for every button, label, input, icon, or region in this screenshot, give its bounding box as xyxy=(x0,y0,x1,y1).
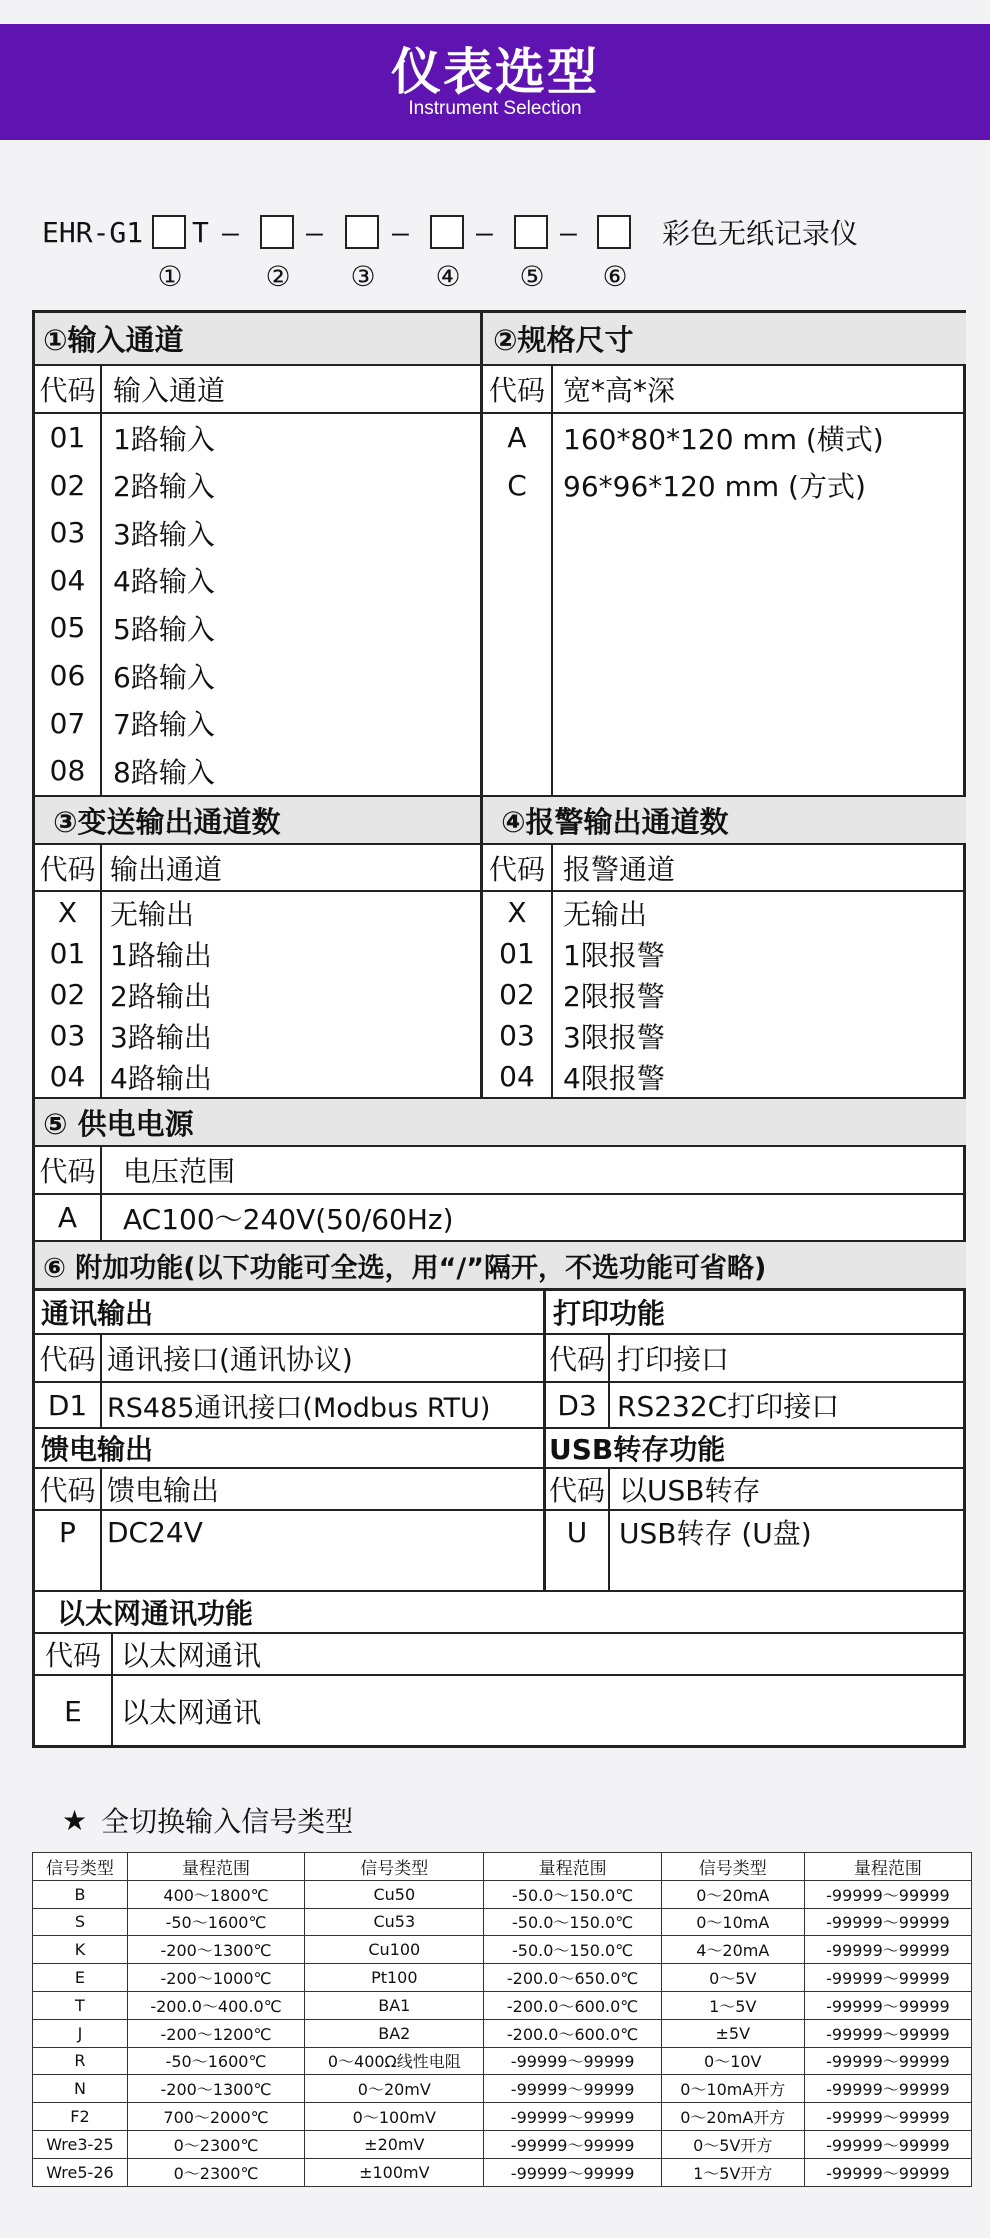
dash-3: – xyxy=(392,215,409,249)
s1-row-code: 07 xyxy=(49,706,86,740)
eth-title: 以太网通讯功能 xyxy=(57,1597,254,1630)
dash-1: – xyxy=(222,215,239,249)
signal-cell: -99999～99999 xyxy=(804,1908,971,1936)
signal-cell: 1～5V开方 xyxy=(661,2158,804,2186)
signal-cell: 0～20mV xyxy=(305,2075,484,2103)
table-row xyxy=(33,2075,972,2103)
eth-col-name: 以太网通讯 xyxy=(121,1639,262,1672)
signal-header-cell: 信号类型 xyxy=(305,1853,484,1881)
signal-cell: -99999～99999 xyxy=(804,1964,971,1992)
signal-header-cell: 信号类型 xyxy=(33,1853,128,1881)
code-box-4 xyxy=(430,215,464,249)
section3-title: ③变送输出通道数 xyxy=(35,797,480,843)
signal-cell: -200.0～600.0℃ xyxy=(484,2019,661,2047)
signal-cell: BA1 xyxy=(305,1991,484,2019)
signal-cell: 0～10V xyxy=(661,2047,804,2075)
signal-cell: -50～1600℃ xyxy=(127,1908,304,1936)
usb-value: USB转存 (U盘) xyxy=(619,1517,812,1550)
signal-cell: -99999～99999 xyxy=(804,2158,971,2186)
header-banner xyxy=(0,24,990,140)
signal-cell: Cu100 xyxy=(305,1936,484,1964)
s1-row-code: 02 xyxy=(49,468,86,502)
table-row xyxy=(33,2047,972,2075)
signal-cell: 0～5V xyxy=(661,1964,804,1992)
signal-cell: N xyxy=(33,2075,128,2103)
signal-cell: -200.0～600.0℃ xyxy=(484,1991,661,2019)
s4-col-code: 代码 xyxy=(488,852,545,886)
s2-row-name: 160*80*120 mm (横式) xyxy=(563,422,884,456)
table-row xyxy=(33,1991,972,2019)
model-suffix: 彩色无纸记录仪 xyxy=(662,217,859,250)
signal-cell: -50～1600℃ xyxy=(127,2047,304,2075)
s2-col-code: 代码 xyxy=(488,374,545,407)
comm-code: D1 xyxy=(47,1388,88,1422)
signal-cell: -50.0～150.0℃ xyxy=(484,1908,661,1936)
print-col-name: 打印接口 xyxy=(617,1343,730,1376)
s1-row-name: 5路输入 xyxy=(113,612,215,646)
s2-row-code: A xyxy=(507,421,527,454)
s3-row-name: 1路输出 xyxy=(110,938,212,972)
signal-type-table xyxy=(32,1852,972,2187)
signal-cell: 0～2300℃ xyxy=(127,2130,304,2158)
usb-code: U xyxy=(566,1515,588,1549)
s1-row-name: 2路输入 xyxy=(113,470,215,504)
table-row xyxy=(33,1964,972,1992)
signal-cell: -99999～99999 xyxy=(804,2047,971,2075)
box-number-6: ⑥ xyxy=(602,260,628,293)
s4-row-name: 无输出 xyxy=(563,897,648,931)
signal-cell: -99999～99999 xyxy=(484,2158,661,2186)
s1-row-name: 8路输入 xyxy=(113,755,215,789)
usb-title: USB转存功能 xyxy=(549,1433,726,1466)
s4-row-name: 4限报警 xyxy=(563,1061,665,1095)
section4-title: ④报警输出通道数 xyxy=(483,797,966,843)
box-number-4: ④ xyxy=(435,260,461,293)
comm-value: RS485通讯接口(Modbus RTU) xyxy=(107,1392,491,1424)
s1-row-name: 6路输入 xyxy=(113,660,215,694)
signal-cell: S xyxy=(33,1908,128,1936)
s3-row-code: 04 xyxy=(49,1060,86,1093)
s2-row-name: 96*96*120 mm (方式) xyxy=(563,470,866,504)
s5-col-code: 代码 xyxy=(39,1155,96,1188)
signals-title: 全切换输入信号类型 xyxy=(101,1805,354,1838)
signal-cell: -99999～99999 xyxy=(804,2019,971,2047)
signal-cell: 700～2000℃ xyxy=(127,2103,304,2131)
signal-cell: 0～10mA开方 xyxy=(661,2075,804,2103)
print-title: 打印功能 xyxy=(553,1297,666,1330)
dash-4: – xyxy=(476,215,493,249)
s3-row-name: 4路输出 xyxy=(110,1061,212,1095)
s1-col-code: 代码 xyxy=(39,374,96,407)
signal-cell: 0～400Ω线性电阻 xyxy=(305,2047,484,2075)
code-box-5 xyxy=(514,215,548,249)
table-row xyxy=(33,2130,972,2158)
table-row xyxy=(33,1908,972,1936)
signal-cell: -200～1200℃ xyxy=(127,2019,304,2047)
signal-cell: Pt100 xyxy=(305,1964,484,1992)
s5-code: A xyxy=(57,1201,78,1234)
s2-row-code: C xyxy=(507,468,527,502)
signal-cell: -99999～99999 xyxy=(804,2103,971,2131)
s1-row-name: 1路输入 xyxy=(113,422,215,456)
s3-row-code: 02 xyxy=(49,978,86,1011)
signal-cell: 1～5V xyxy=(661,1991,804,2019)
s1-row-name: 4路输入 xyxy=(113,565,215,599)
s1-row-code: 01 xyxy=(49,421,86,454)
s1-row-name: 3路输入 xyxy=(113,517,215,551)
eth-value: 以太网通讯 xyxy=(121,1696,262,1729)
signal-cell: R xyxy=(33,2047,128,2075)
signal-header-cell: 量程范围 xyxy=(127,1853,304,1881)
section6-title: ⑥ 附加功能(以下功能可全选，用“/”隔开，不选功能可省略) xyxy=(35,1242,966,1288)
s3-row-code: X xyxy=(57,896,78,929)
signal-cell: -50.0～150.0℃ xyxy=(484,1936,661,1964)
box-number-2: ② xyxy=(265,260,291,293)
signal-cell: 0～20mA xyxy=(661,1880,804,1908)
page-subtitle: Instrument Selection xyxy=(408,98,582,119)
signal-cell: Wre3-25 xyxy=(33,2130,128,2158)
box-number-1: ① xyxy=(157,260,183,293)
signal-cell: ±100mV xyxy=(305,2158,484,2186)
s3-row-name: 无输出 xyxy=(110,897,195,931)
s3-row-name: 2路输出 xyxy=(110,979,212,1013)
table-row xyxy=(33,2019,972,2047)
feed-title: 馈电输出 xyxy=(41,1433,154,1466)
eth-col-code: 代码 xyxy=(44,1639,101,1672)
signal-cell: -200～1300℃ xyxy=(127,1936,304,1964)
signal-cell: F2 xyxy=(33,2103,128,2131)
model-prefix: EHR-G1 xyxy=(42,215,144,249)
signal-cell: 400～1800℃ xyxy=(127,1880,304,1908)
s1-row-code: 08 xyxy=(49,754,86,788)
feed-col-name: 馈电输出 xyxy=(107,1474,220,1507)
star-icon: ★ xyxy=(62,1803,88,1837)
signal-header-cell: 信号类型 xyxy=(661,1853,804,1881)
signal-header-cell: 量程范围 xyxy=(804,1853,971,1881)
signals-heading xyxy=(62,1800,353,1840)
s3-col-name: 输出通道 xyxy=(110,852,223,886)
table-row xyxy=(33,2158,972,2186)
s1-row-code: 03 xyxy=(49,516,86,550)
signal-cell: -200.0～400.0℃ xyxy=(127,1991,304,2019)
s2-col-name: 宽*高*深 xyxy=(563,374,676,407)
signal-cell: Cu50 xyxy=(305,1880,484,1908)
model-t-letter: T xyxy=(192,215,209,249)
page-title: 仪表选型 xyxy=(391,43,599,101)
s1-row-code: 05 xyxy=(49,611,86,645)
s3-row-code: 03 xyxy=(49,1019,86,1052)
signal-cell: K xyxy=(33,1936,128,1964)
feed-col-code: 代码 xyxy=(39,1474,96,1507)
s4-row-code: 03 xyxy=(499,1019,535,1052)
selection-table xyxy=(32,310,966,1748)
s4-row-code: 02 xyxy=(499,978,535,1011)
signal-cell: -99999～99999 xyxy=(804,1936,971,1964)
signal-cell: -99999～99999 xyxy=(484,2130,661,2158)
signal-cell: ±5V xyxy=(661,2019,804,2047)
signal-cell: T xyxy=(33,1991,128,2019)
table-row xyxy=(33,1936,972,1964)
usb-col-code: 代码 xyxy=(548,1474,605,1507)
usb-col-name: 以USB转存 xyxy=(619,1474,761,1507)
signal-cell: ±20mV xyxy=(305,2130,484,2158)
section1-title: ①输入通道 xyxy=(35,313,480,364)
signal-cell: -99999～99999 xyxy=(804,2130,971,2158)
s4-col-name: 报警通道 xyxy=(563,852,676,886)
signal-cell: 0～100mV xyxy=(305,2103,484,2131)
feed-value: DC24V xyxy=(107,1515,203,1549)
eth-code: E xyxy=(64,1694,82,1728)
signal-cell: BA2 xyxy=(305,2019,484,2047)
signal-cell: -99999～99999 xyxy=(484,2075,661,2103)
print-value: RS232C打印接口 xyxy=(617,1390,840,1423)
s3-col-code: 代码 xyxy=(39,852,96,886)
s5-value: AC100～240V(50/60Hz) xyxy=(123,1202,454,1236)
signal-header-cell: 量程范围 xyxy=(484,1853,661,1881)
comm-col-code: 代码 xyxy=(39,1343,96,1376)
s4-row-code: X xyxy=(507,896,527,929)
dash-5: – xyxy=(560,215,577,249)
signal-cell: -200～1000℃ xyxy=(127,1964,304,1992)
signal-table-header xyxy=(33,1853,972,1881)
s1-row-name: 7路输入 xyxy=(113,708,215,742)
box-number-5: ⑤ xyxy=(519,260,545,293)
print-code: D3 xyxy=(557,1388,597,1422)
box-number-3: ③ xyxy=(350,260,376,293)
s4-row-name: 3限报警 xyxy=(563,1020,665,1054)
code-box-1 xyxy=(152,215,186,249)
s4-row-name: 1限报警 xyxy=(563,938,665,972)
signal-cell: J xyxy=(33,2019,128,2047)
signal-cell: -50.0～150.0℃ xyxy=(484,1880,661,1908)
signal-cell: -99999～99999 xyxy=(804,2075,971,2103)
section2-title: ②规格尺寸 xyxy=(483,313,966,364)
signal-cell: -99999～99999 xyxy=(804,1880,971,1908)
print-col-code: 代码 xyxy=(548,1343,605,1376)
signal-cell: 4～20mA xyxy=(661,1936,804,1964)
table-row xyxy=(33,1880,972,1908)
signal-cell: E xyxy=(33,1964,128,1992)
signal-cell: 0～20mA开方 xyxy=(661,2103,804,2131)
signal-cell: 0～5V开方 xyxy=(661,2130,804,2158)
s5-col-name: 电压范围 xyxy=(123,1155,236,1188)
signal-cell: -200～1300℃ xyxy=(127,2075,304,2103)
s3-row-name: 3路输出 xyxy=(110,1020,212,1054)
signal-cell: Cu53 xyxy=(305,1908,484,1936)
feed-code: P xyxy=(59,1515,76,1549)
comm-col-name: 通讯接口(通讯协议) xyxy=(107,1343,353,1376)
s4-row-code: 04 xyxy=(499,1060,535,1093)
comm-title: 通讯输出 xyxy=(41,1297,154,1330)
signal-cell: -99999～99999 xyxy=(484,2047,661,2075)
signal-cell: 0～2300℃ xyxy=(127,2158,304,2186)
signal-cell: 0～10mA xyxy=(661,1908,804,1936)
signal-cell: -99999～99999 xyxy=(804,1991,971,2019)
s1-col-name: 输入通道 xyxy=(113,374,226,407)
table-row xyxy=(33,2103,972,2131)
s4-row-name: 2限报警 xyxy=(563,979,665,1013)
signal-cell: -200.0～650.0℃ xyxy=(484,1964,661,1992)
code-box-2 xyxy=(260,215,294,249)
signal-cell: -99999～99999 xyxy=(484,2103,661,2131)
dash-2: – xyxy=(306,215,323,249)
section5-title: ⑤ 供电电源 xyxy=(35,1099,966,1145)
s1-row-code: 04 xyxy=(49,563,86,597)
code-box-3 xyxy=(345,215,379,249)
s1-row-code: 06 xyxy=(49,659,86,692)
s3-row-code: 01 xyxy=(49,937,86,970)
s4-row-code: 01 xyxy=(499,937,535,970)
signal-cell: B xyxy=(33,1880,128,1908)
signal-cell: Wre5-26 xyxy=(33,2158,128,2186)
code-box-6 xyxy=(597,215,631,249)
